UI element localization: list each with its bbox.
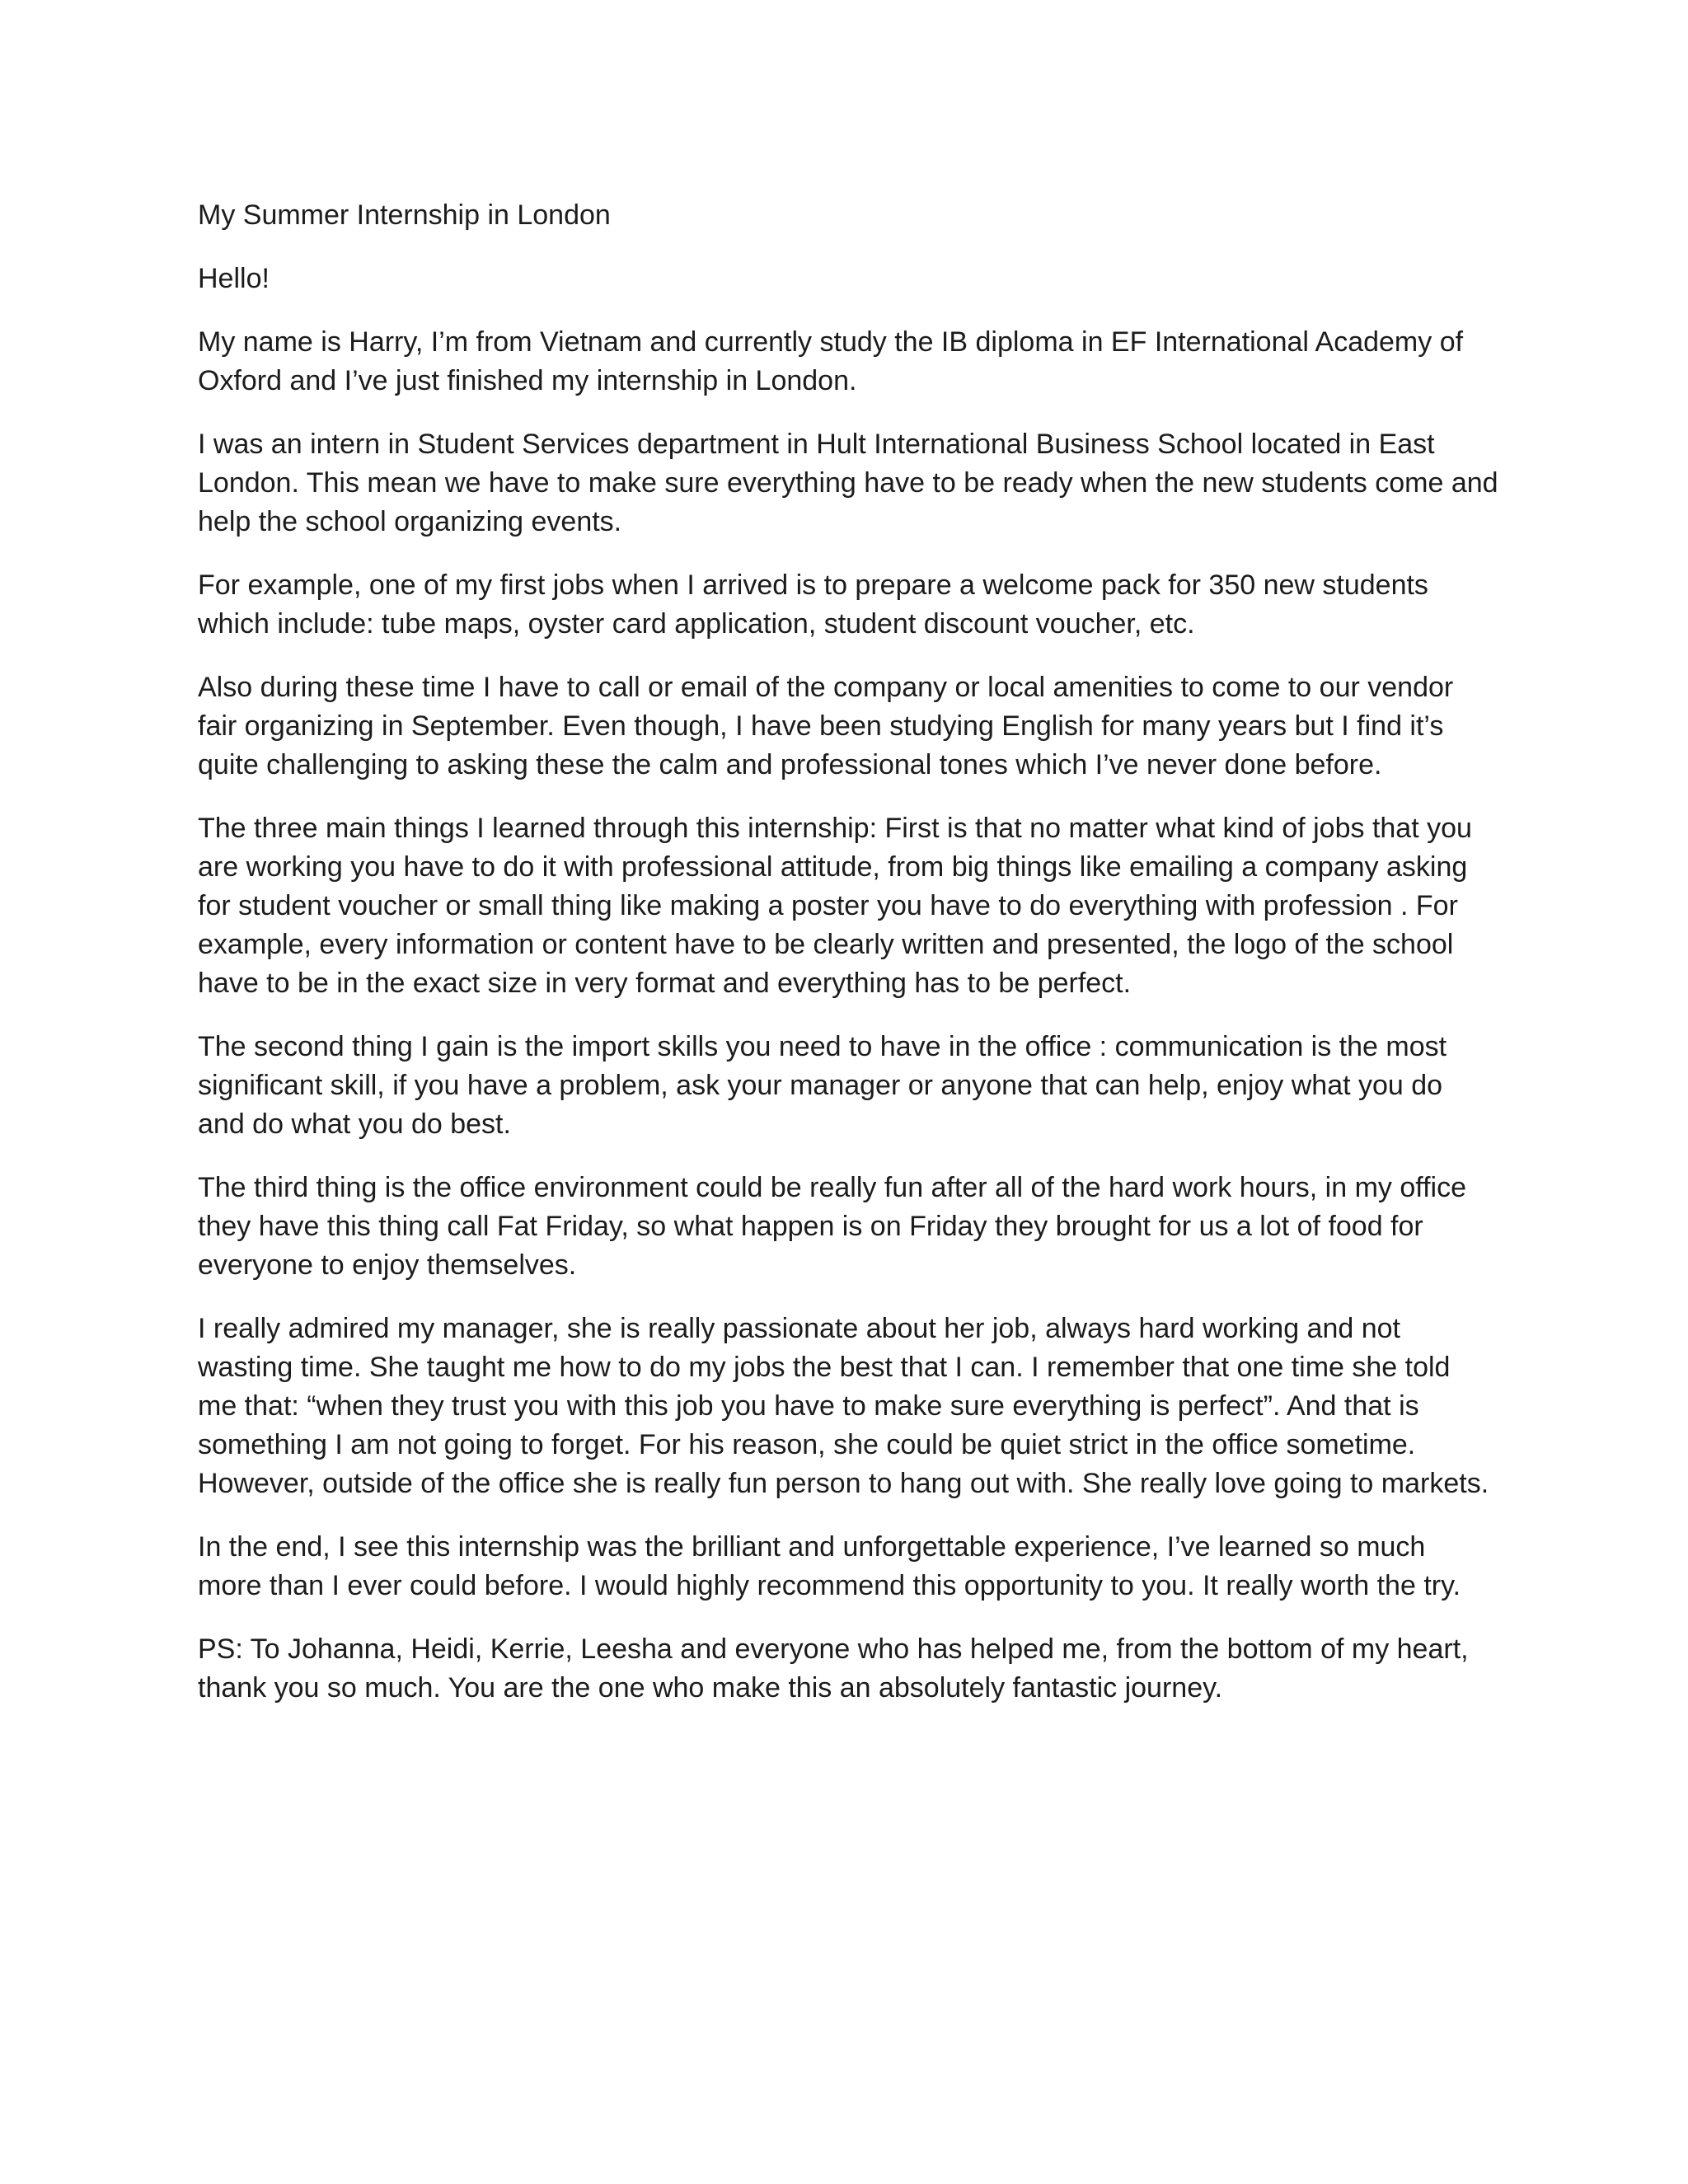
manager-paragraph: I really admired my manager, she is really passionate about her job, always hard working and not wasting time. She taught me how to do my jobs the best that I can. I remember that one time she told me that: “when they trust you with this job you have to make sure everything is perfect”. And that is something I am not going to forget. For his reason, she could be quiet strict in the office sometime. However, outside of the office she is really fun person to hang out with. She really love going to markets. xyxy=(198,1313,1489,1499)
skills-paragraph: The second thing I gain is the import skills you need to have in the office : communication is the most significant skill, if you have a problem, ask your manager or anyone that can help, enjoy what you do and do what you do best. xyxy=(198,1031,1447,1140)
conclusion-paragraph: In the end, I see this internship was the brilliant and unforgettable experience, I’ve learned so much more than I ever could before. I would highly recommend this opportunity to you. It really worth the try. xyxy=(198,1531,1461,1601)
postscript-paragraph: PS: To Johanna, Heidi, Kerrie, Leesha and everyone who has helped me, from the bottom of my heart, thank you so much. You are the one who make this an absolutely fantastic journey. xyxy=(198,1633,1469,1704)
document-title: My Summer Internship in London xyxy=(198,199,611,231)
vendor-fair-paragraph: Also during these time I have to call or email of the company or local amenities to come to our vendor fair organizing in September. Even though, I have been studying English for many years but I find it’s quite challenging to asking these the calm and professional tones which I’ve never done before. xyxy=(198,672,1454,780)
example-paragraph: For example, one of my first jobs when I arrived is to prepare a welcome pack for 350 new students which include: tube maps, oyster card application, student discount voucher, etc. xyxy=(198,569,1428,640)
intro-paragraph: My name is Harry, I’m from Vietnam and currently study the IB diploma in EF International Academy of Oxford and I’ve just finished my internship in London. xyxy=(198,326,1464,396)
environment-paragraph: The third thing is the office environment could be really fun after all of the hard work hours, in my office they have this thing call Fat Friday, so what happen is on Friday they brought for us a lot of food for everyone to enjoy themselves. xyxy=(198,1172,1466,1281)
role-paragraph: I was an intern in Student Services department in Hult International Business School located in East London. This mean we have to make sure everything have to be ready when the new students come and help the school organizing events. xyxy=(198,429,1498,537)
greeting-paragraph: Hello! xyxy=(198,263,270,294)
document-body xyxy=(198,196,1500,1732)
lessons-paragraph: The three main things I learned through this internship: First is that no matter what kind of jobs that you are working you have to do it with professional attitude, from big things like emailing a company asking for student voucher or small thing like making a poster you have to do everything with profession . For example, every information or content have to be clearly written and presented, the logo of the school have to be in the exact size in very format and everything has to be perfect. xyxy=(198,813,1472,999)
